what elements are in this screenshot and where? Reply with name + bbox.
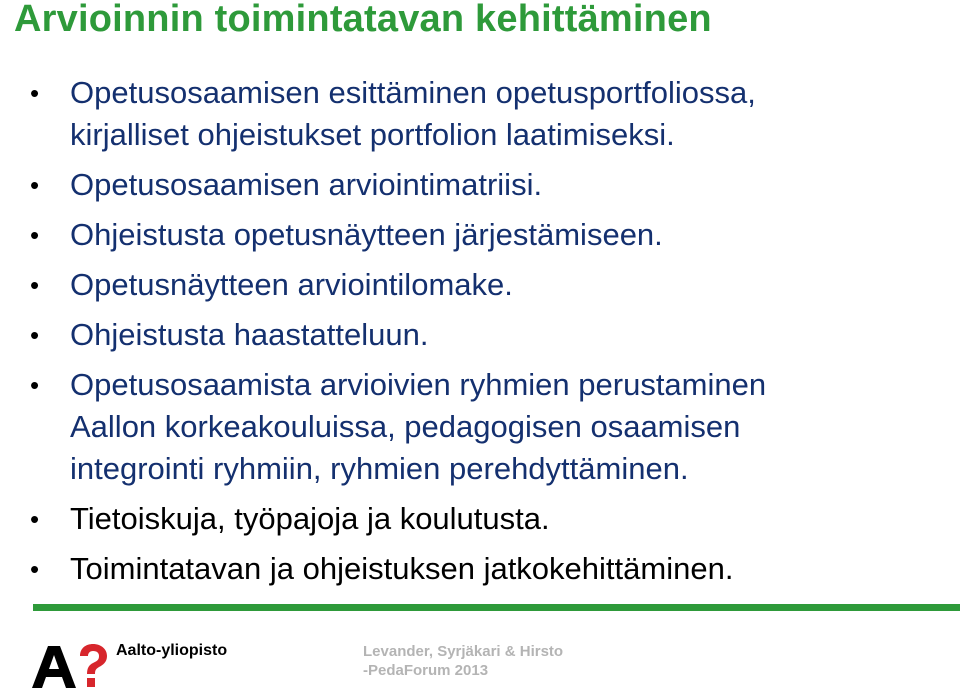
bullet-icon: • (30, 220, 40, 250)
slide-title: Arvioinnin toimintatavan kehittäminen (14, 0, 712, 40)
bullet-text-line: Opetusosaamisen arviointimatriisi. (70, 167, 543, 202)
bullet-item (24, 548, 944, 590)
bullet-icon: • (30, 504, 40, 534)
bullet-text-line: Toimintatavan ja ohjeistuksen jatkokehittäminen. (70, 551, 734, 586)
bullet-text-line: integrointi ryhmiin, ryhmien perehdyttäminen. (70, 451, 689, 486)
credit-authors: Levander, Syrjäkari & Hirsto (363, 643, 564, 660)
bullet-text-line: Opetusnäytteen arviointilomake. (70, 267, 513, 302)
brand-name: Aalto-yliopisto (116, 642, 228, 659)
bullet-text-line: Opetusosaamista arvioivien ryhmien perustaminen (70, 367, 767, 402)
bullet-text-line: Tietoiskuja, työpajoja ja koulutusta. (70, 501, 550, 536)
bullet-item (24, 214, 944, 256)
bullet-icon: • (30, 320, 40, 350)
aalto-logo-icon (30, 640, 110, 690)
bullet-icon: • (30, 370, 40, 400)
bullet-text-line: kirjalliset ohjeistukset portfolion laatimiseksi. (70, 117, 675, 152)
bullet-text-line: Opetusosaamisen esittäminen opetusportfoliossa, (70, 75, 756, 110)
bullet-text-line: Aallon korkeakouluissa, pedagogisen osaamisen (70, 409, 741, 444)
bullet-item (24, 498, 944, 540)
bullet-icon: • (30, 170, 40, 200)
bullet-icon: • (30, 78, 40, 108)
bullet-list (24, 72, 944, 598)
bullet-text-line: Ohjeistusta opetusnäytteen järjestämiseen. (70, 217, 663, 252)
footer-credit (363, 642, 563, 680)
bullet-item (24, 164, 944, 206)
bullet-item (24, 264, 944, 306)
bullet-item (24, 364, 944, 490)
bullet-icon: • (30, 270, 40, 300)
credit-event: -PedaForum 2013 (363, 662, 489, 679)
bullet-text-line: Ohjeistusta haastatteluun. (70, 317, 429, 352)
bullet-item (24, 314, 944, 356)
bullet-item (24, 72, 944, 156)
bullet-icon: • (30, 554, 40, 584)
footer-divider (33, 604, 960, 611)
